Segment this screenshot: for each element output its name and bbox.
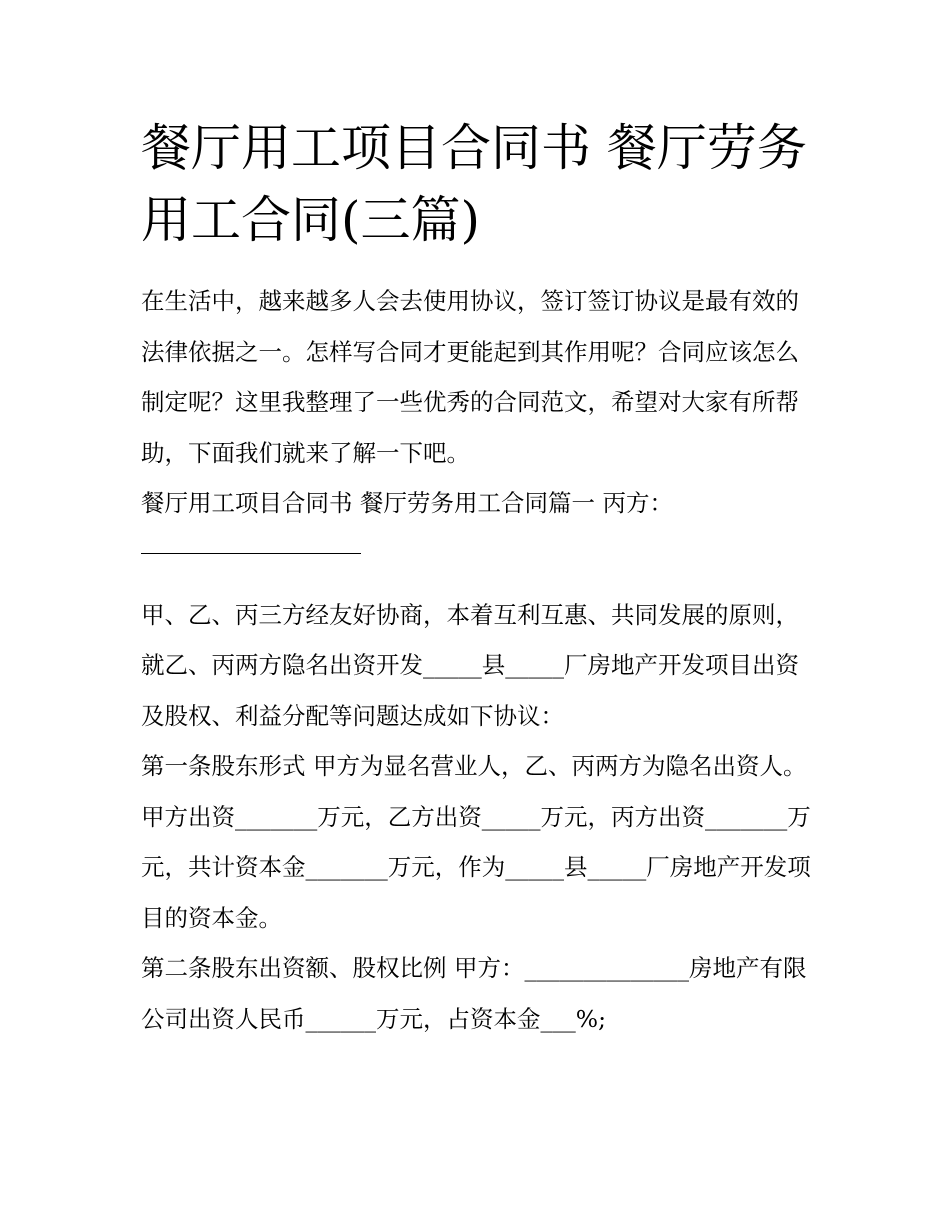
section-heading-line: 餐厅用工项目合同书 餐厅劳务用工合同篇一 丙方：: [141, 489, 673, 517]
document-body: [141, 112, 821, 1044]
document-title: 餐厅用工项目合同书 餐厅劳务用工合同(三篇): [141, 119, 807, 249]
agreement-paragraph: 甲、乙、丙三方经友好协商，本着互利互惠、共同发展的原则，就乙、丙两方隐名出资开发_____县_____厂房地产开发项目出资及股权、利益分配等问题达成如下协议：: [141, 600, 799, 730]
signature-blank-line: [141, 553, 361, 554]
article-2-paragraph: 第二条股东出资额、股权比例 甲方：______________房地产有限公司出资人民币______万元，占资本金___%;: [141, 954, 807, 1033]
investment-paragraph: 甲方出资_______万元，乙方出资_____万元，丙方出资_______万元，共计资本金_______万元，作为_____县_____厂房地产开发项目的资本金。: [141, 802, 811, 932]
intro-paragraph: 在生活中，越来越多人会去使用协议，签订签订协议是最有效的法律依据之一。怎样写合同才更能起到其作用呢？合同应该怎么制定呢？这里我整理了一些优秀的合同范文，希望对大家有所帮助，下面我们就来了解一下吧。: [141, 287, 799, 467]
article-1-paragraph: 第一条股东形式 甲方为显名营业人，乙、丙两方为隐名出资人。: [141, 752, 807, 780]
